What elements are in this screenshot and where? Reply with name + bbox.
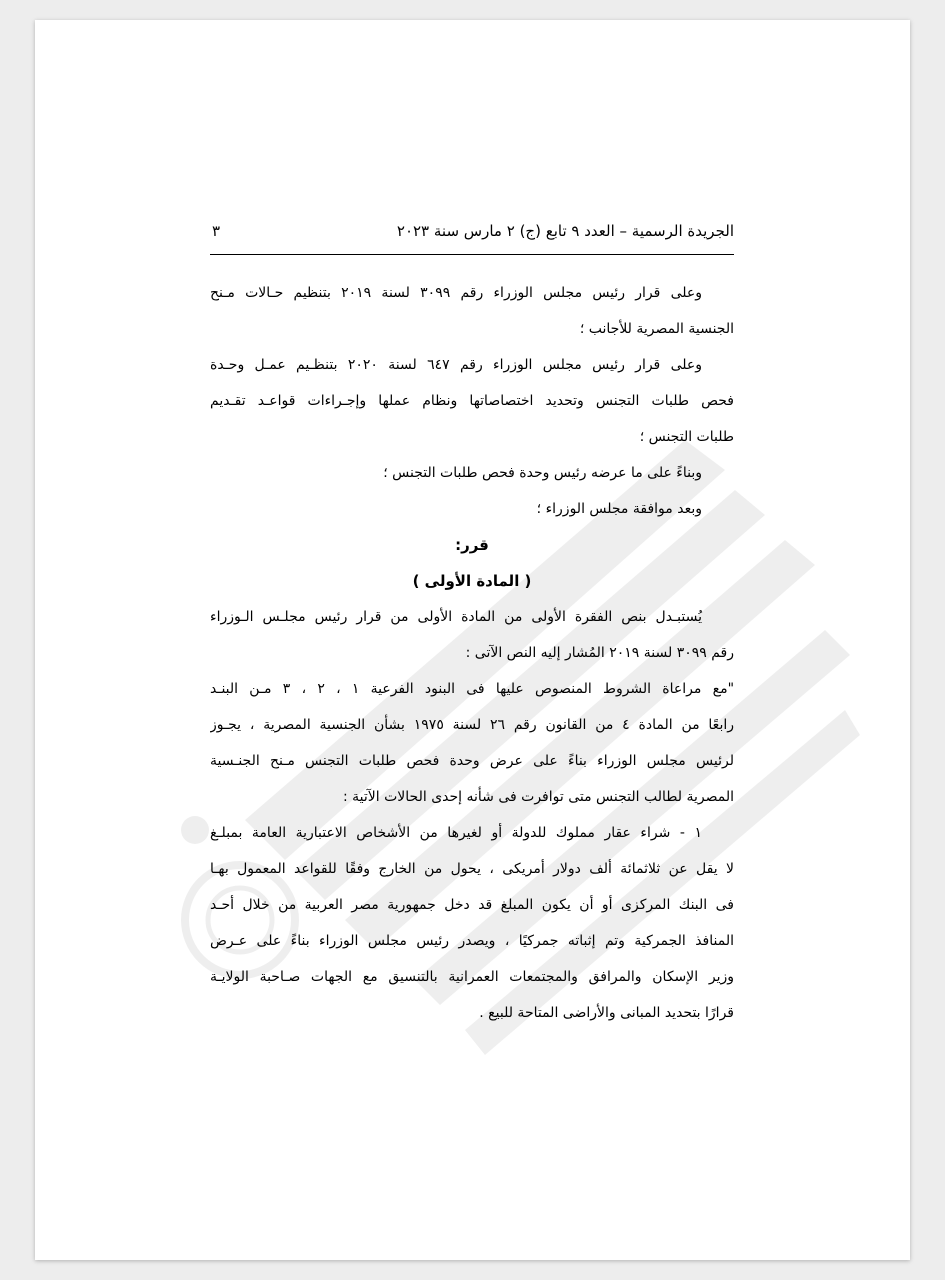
text-line: وبعد موافقة مجلس الوزراء ؛	[536, 501, 702, 517]
text-line: وعلى قرار رئيس مجلس الوزراء رقم ٦٤٧ لسنة ٢٠٢٠ بتنظـيم عمـل وحـدة	[210, 357, 702, 373]
article-heading: ( المادة الأولى )	[412, 572, 532, 590]
text-line: فحص طلبات التجنس وتحديد اختصاصاتها ونظام عملها وإجـراءات قواعـد تقـديم	[210, 393, 734, 409]
text-line: وزير الإسكان والمرافق والمجتمعات العمرانية بالتنسيق مع الجهات صـاحبة الولايـة	[210, 969, 734, 985]
text-line: المصرية لطالب التجنس متى توافرت فى شأنه إحدى الحالات الآتية :	[343, 789, 734, 805]
gazette-header-title: الجريدة الرسمية – العدد ٩ تابع (ج) ٢ مارس سنة ٢٠٢٣	[396, 222, 734, 240]
text-line: المنافذ الجمركية وتم إثباته جمركيًا ، ويصدر رئيس مجلس الوزراء بناءً على عـرض	[210, 933, 734, 949]
text-line: رقم ٣٠٩٩ لسنة ٢٠١٩ المُشار إليه النص الآتى :	[465, 645, 734, 661]
page-number: ٣	[212, 222, 221, 240]
text-line: وبناءً على ما عرضه رئيس وحدة فحص طلبات التجنس ؛	[383, 465, 702, 481]
text-line: الجنسية المصرية للأجانب ؛	[579, 321, 734, 337]
page-header	[210, 222, 734, 255]
document-page	[35, 20, 910, 1260]
document-body	[210, 278, 734, 1034]
text-line: يُستبـدل بنص الفقرة الأولى من المادة الأولى من قرار رئيس مجلـس الـوزراء	[210, 609, 702, 625]
text-line: قرارًا بتحديد المبانى والأراضى المتاحة للبيع .	[479, 1005, 734, 1021]
text-line: "مع مراعاة الشروط المنصوص عليها فى البنود الفرعية ١ ، ٢ ، ٣ مـن البنـد	[210, 681, 734, 697]
decision-heading: قرر:	[455, 536, 489, 554]
text-line: فى البنك المركزى أو أن يكون المبلغ قد دخل جمهورية مصر العربية من خلال أحـد	[210, 897, 734, 913]
text-line: وعلى قرار رئيس مجلس الوزراء رقم ٣٠٩٩ لسنة ٢٠١٩ بتنظيم حـالات مـنح	[210, 285, 703, 301]
text-line: لا يقل عن ثلاثمائة ألف دولار أمريكى ، يحول من الخارج وفقًا للقواعد المعمول بهـا	[210, 861, 734, 877]
text-line: طلبات التجنس ؛	[639, 429, 734, 445]
text-line: لرئيس مجلس الوزراء بناءً على عرض وحدة فحص طلبات التجنس مـنح الجنـسية	[210, 753, 734, 769]
text-line: رابعًا من المادة ٤ من القانون رقم ٢٦ لسنة ١٩٧٥ بشأن الجنسية المصرية ، يجـوز	[210, 717, 734, 733]
text-line: ١ - شراء عقار مملوك للدولة أو لغيرها من الأشخاص الاعتبارية العامة بمبلـغ	[210, 825, 702, 841]
